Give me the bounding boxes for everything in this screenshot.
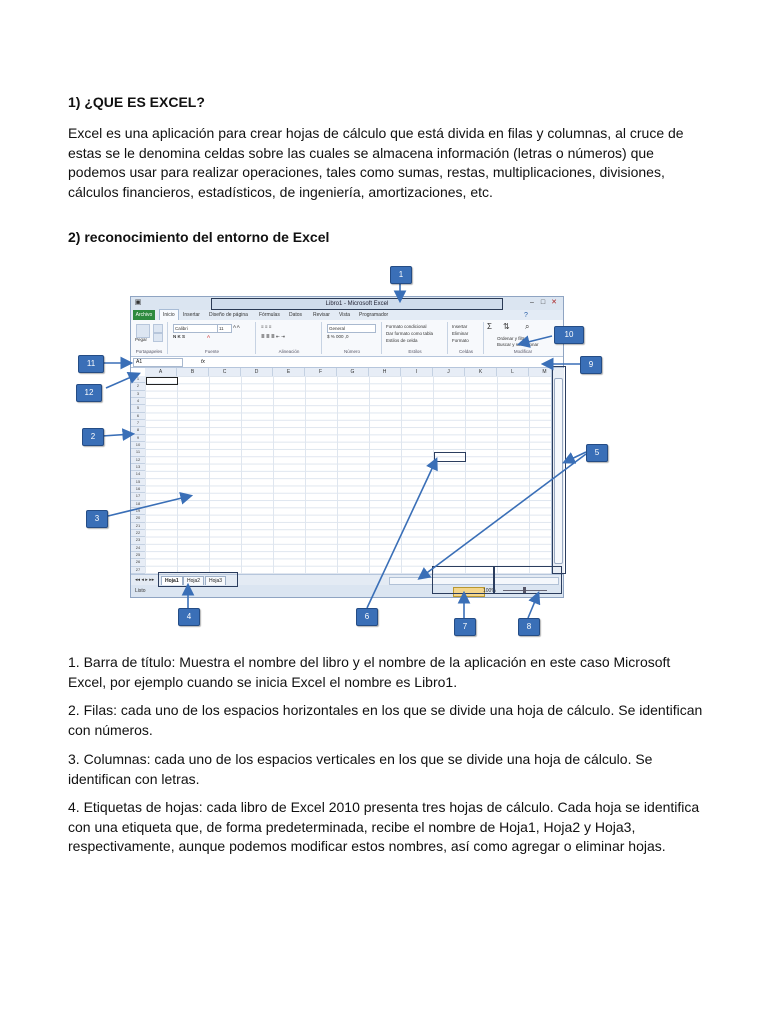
maximize-icon: □ bbox=[540, 299, 546, 306]
row-header-16: 16 bbox=[131, 486, 145, 493]
row-header-1: 1 bbox=[131, 376, 145, 383]
badge-12: 12 bbox=[76, 384, 102, 402]
sheet-tab-3: Hoja3 bbox=[205, 576, 226, 586]
style-format-as-table: Dar formato como tabla bbox=[386, 331, 434, 336]
column-header-A: A bbox=[145, 368, 177, 376]
item-title-bar: 1. Barra de título: Muestra el nombre del libro y el nombre de la aplicación en este caso Microsoft Excel, por ejemplo cuando se inicia Excel el nombre es Libro1. bbox=[68, 654, 671, 690]
column-header-H: H bbox=[369, 368, 401, 376]
excel-screenshot-figure bbox=[70, 262, 630, 632]
zoom-level: 100% bbox=[483, 588, 496, 594]
item-columns: 3. Columnas: cada uno de los espacios verticales en los que se divide una hoja de cálculo. Se identifican con letras. bbox=[68, 751, 653, 787]
column-header-I: I bbox=[401, 368, 433, 376]
name-box: A1 bbox=[133, 358, 183, 367]
fx-icon: fx bbox=[201, 359, 205, 365]
tab-review: Revisar bbox=[313, 312, 330, 318]
close-icon: ✕ bbox=[551, 299, 557, 306]
style-conditional-format: Formato condicional bbox=[386, 324, 427, 329]
row-header-15: 15 bbox=[131, 479, 145, 486]
row-header-9: 9 bbox=[131, 435, 145, 442]
column-header-C: C bbox=[209, 368, 241, 376]
tab-page-layout: Diseño de página bbox=[209, 312, 248, 318]
sort-filter-icon: ⇅ bbox=[503, 322, 510, 331]
bold-italic-underline-icons: N K S bbox=[173, 334, 186, 339]
row-header-18: 18 bbox=[131, 501, 145, 508]
group-label-styles: Estilos bbox=[408, 349, 422, 354]
row-header-3: 3 bbox=[131, 391, 145, 398]
heading-excel-environment: 2) reconocimiento del entorno de Excel bbox=[68, 229, 330, 245]
row-header-20: 20 bbox=[131, 515, 145, 522]
status-text: Listo bbox=[135, 588, 146, 594]
callout-arrows bbox=[70, 262, 630, 632]
find-select-icon: ⌕ bbox=[525, 322, 530, 331]
paragraph-excel-definition: Excel es una aplicación para crear hojas de cálculo que está divida en filas y columnas, al cruce de estas se le denomina celdas sobre las cuales se almacena información (letras o números) que podemos usar para realizar operaciones, tales como sumas, restas, multiplicaciones, divisiones, cálculos financieros, estadísticos, de ingeniería, amortizaciones, etc. bbox=[68, 125, 684, 200]
group-label-font: Fuente bbox=[204, 349, 219, 354]
group-label-cells: Celdas bbox=[458, 349, 473, 354]
tab-data: Datos bbox=[289, 312, 303, 318]
help-icon: ? bbox=[524, 312, 528, 319]
badge-9: 9 bbox=[580, 356, 602, 374]
column-header-B: B bbox=[177, 368, 209, 376]
row-header-13: 13 bbox=[131, 464, 145, 471]
badge-8: 8 bbox=[518, 618, 540, 636]
badge-3: 3 bbox=[86, 510, 108, 528]
cells-delete: Eliminar bbox=[452, 331, 469, 336]
row-header-2: 2 bbox=[131, 383, 145, 390]
tab-insert: Insertar bbox=[183, 312, 200, 318]
column-header-K: K bbox=[465, 368, 497, 376]
number-format-field: General bbox=[327, 324, 376, 333]
badge-1: 1 bbox=[390, 266, 412, 284]
row-header-27: 27 bbox=[131, 567, 145, 574]
row-header-26: 26 bbox=[131, 559, 145, 566]
row-header-14: 14 bbox=[131, 471, 145, 478]
arrow-6 bbox=[367, 460, 436, 608]
column-header-D: D bbox=[241, 368, 273, 376]
align-horizontal-icons: ≣ ≣ ≣ ⇤ ⇥ bbox=[261, 334, 285, 339]
heading-what-is-excel: 1) ¿QUE ES EXCEL? bbox=[68, 94, 205, 110]
cells-insert: Insertar bbox=[452, 324, 468, 329]
font-size-field: 11 bbox=[217, 324, 232, 333]
row-header-24: 24 bbox=[131, 545, 145, 552]
badge-10: 10 bbox=[554, 326, 584, 344]
sheet-tab-2: Hoja2 bbox=[183, 576, 204, 586]
row-header-5: 5 bbox=[131, 405, 145, 412]
badge-2: 2 bbox=[82, 428, 104, 446]
arrow-5b bbox=[420, 454, 586, 578]
sheet-nav-icons: ◂◂ ◂ ▸ ▸▸ bbox=[135, 577, 155, 583]
tab-view: Vista bbox=[339, 312, 351, 318]
arrow-12 bbox=[106, 374, 138, 388]
tab-file: Archivo bbox=[133, 310, 155, 320]
row-header-6: 6 bbox=[131, 413, 145, 420]
row-header-7: 7 bbox=[131, 420, 145, 427]
row-header-4: 4 bbox=[131, 398, 145, 405]
column-header-L: L bbox=[497, 368, 529, 376]
edit-find-select: Buscar y seleccionar bbox=[497, 342, 539, 347]
group-label-editing: Modificar bbox=[513, 349, 533, 354]
badge-4: 4 bbox=[178, 608, 200, 626]
arrow-2 bbox=[102, 434, 132, 436]
item-sheet-tabs: 4. Etiquetas de hojas: cada libro de Excel 2010 presenta tres hojas de cálculo. Cada hoja se identifica con una etiqueta que, de forma predeterminada, recibe el nombre de Hoja1, Hoja2 y Hoja3, respectivamente, aunque podemos modificar estos nombres, así como agregar o eliminar hojas. bbox=[68, 799, 700, 854]
row-header-10: 10 bbox=[131, 442, 145, 449]
paste-label: Pegar bbox=[135, 337, 148, 342]
font-name-field: Calibri bbox=[173, 324, 218, 333]
group-label-clipboard: Portapapeles bbox=[135, 349, 163, 354]
number-format-icons: $ % 000 ,0 bbox=[327, 334, 349, 339]
tab-developer: Programador bbox=[359, 312, 389, 318]
excel-app-icon: ▣ bbox=[134, 299, 142, 306]
badge-6: 6 bbox=[356, 608, 378, 626]
column-header-J: J bbox=[433, 368, 465, 376]
arrow-3 bbox=[108, 496, 190, 516]
arrow-10 bbox=[520, 336, 552, 344]
column-header-M: M bbox=[529, 368, 561, 376]
column-header-E: E bbox=[273, 368, 305, 376]
sum-icon: Σ bbox=[487, 322, 492, 331]
sheet-tab-1: Hoja1 bbox=[161, 576, 183, 586]
row-header-21: 21 bbox=[131, 523, 145, 530]
minimize-icon: – bbox=[530, 299, 534, 306]
badge-5: 5 bbox=[586, 444, 608, 462]
group-label-number: Número bbox=[343, 349, 360, 354]
edit-sort-filter: Ordenar y filtrar bbox=[497, 336, 529, 341]
row-header-25: 25 bbox=[131, 552, 145, 559]
row-header-11: 11 bbox=[131, 449, 145, 456]
style-cell-styles: Estilos de celda bbox=[386, 338, 418, 343]
font-grow-icon: A A bbox=[233, 324, 240, 329]
group-label-alignment: Alineación bbox=[278, 349, 300, 354]
arrow-8 bbox=[528, 594, 538, 618]
cells-format: Formato bbox=[452, 338, 469, 343]
column-header-G: G bbox=[337, 368, 369, 376]
row-header-19: 19 bbox=[131, 508, 145, 515]
row-header-23: 23 bbox=[131, 537, 145, 544]
column-header-F: F bbox=[305, 368, 337, 376]
item-rows: 2. Filas: cada uno de los espacios horizontales en los que se divide una hoja de cálculo. Se identifican con números. bbox=[68, 702, 703, 738]
tab-formulas: Fórmulas bbox=[259, 312, 280, 318]
badge-11: 11 bbox=[78, 355, 104, 373]
align-top-icons: ≡ ≡ ≡ bbox=[261, 324, 272, 329]
row-header-22: 22 bbox=[131, 530, 145, 537]
tab-home: Inicio bbox=[159, 309, 179, 320]
font-color-icon: A bbox=[207, 334, 211, 339]
row-header-8: 8 bbox=[131, 427, 145, 434]
badge-7: 7 bbox=[454, 618, 476, 636]
row-header-17: 17 bbox=[131, 493, 145, 500]
row-header-12: 12 bbox=[131, 457, 145, 464]
window-title: Libro1 - Microsoft Excel bbox=[325, 301, 389, 307]
